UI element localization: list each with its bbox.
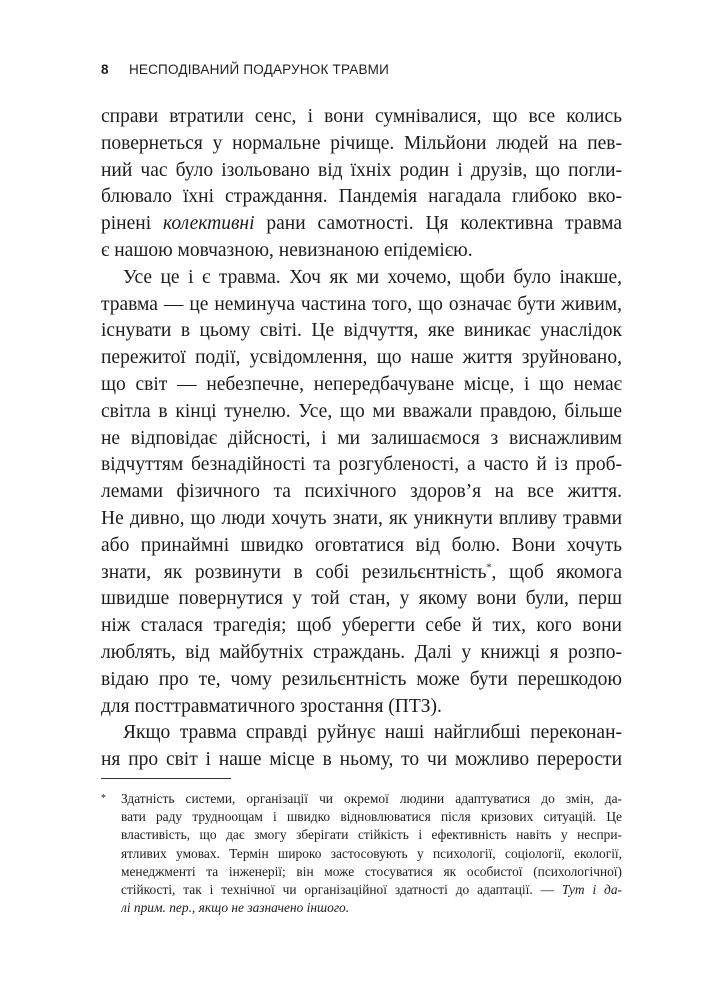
body-line: Не дивно, що люди хочуть знати, як уникнути впливу травми: [101, 507, 622, 529]
footnote-line: [121, 899, 622, 917]
body-line: травма — це неминуча частина того, що означає бути живим,: [101, 293, 622, 315]
running-header: [101, 62, 624, 82]
italic-text-run: колективні: [162, 213, 255, 235]
body-line: [101, 211, 622, 238]
body-line: або принаймні швидко оговтатися від болю. Вони хочуть: [101, 534, 622, 556]
body-line: відчуттям безнадійності та розгубленості, а часто й із проб-: [101, 454, 622, 476]
body-line: люблять, від майбутніх страждань. Далі у книжці я розпо-: [101, 641, 622, 663]
footnote-line: ятливих умовах. Термін широко застосовують у психології, соціології, екології,: [121, 845, 622, 861]
body-line: повернеться у нормальне річище. Мільйони людей на пев-: [101, 132, 622, 154]
footnote-line: вати раду трудноощам і швидко відновлюватися після кризових ситуацій. Це: [121, 809, 622, 825]
footnote-marker: *: [101, 793, 106, 804]
footnote-line: Здатність системи, організації чи окремої людини адаптуватися до змін, да-: [121, 791, 622, 806]
body-line: швидше повернутися у той стан, у якому вони були, перш: [101, 588, 622, 610]
body-line: блювало їхні страждання. Пандемія нагадала глибоко вко-: [101, 186, 622, 208]
footnote-line: менеджменті та інженерії; він може стосуватися як особистої (психологічної): [121, 863, 622, 879]
footnote-text: [121, 790, 622, 917]
text-run: рани самотності. Ця колективна травма: [254, 213, 622, 235]
body-line: світла в кінці тунелю. Усе, що ми вважали правдою, більше: [101, 400, 622, 422]
page-number: 8: [101, 62, 109, 77]
body-line: ня про світ і наше місце в ньому, то чи можливо перерости: [101, 749, 622, 771]
italic-text-run: лі прим. пер., якщо не зазначено іншого.: [121, 900, 350, 916]
italic-text-run: Тут і да-: [561, 881, 622, 897]
body-line: відаю про те, чому резильєнтність може бути перешкодою: [101, 668, 622, 690]
body-line: справи втратили сенс, і вони сумнівалися, що все колись: [101, 106, 622, 127]
body-line: існувати в цьому світі. Це відчуття, яке виникає унаслідок: [101, 320, 622, 342]
body-line: Якщо травма справді руйнує наші найглибші переконан-: [123, 722, 622, 744]
body-line: Усе це і є травма. Хоч як ми хочемо, щоби було інакше,: [123, 266, 622, 288]
body-line: є нашою мовчазною, невизнаною епідемією.: [101, 239, 473, 261]
body-line: що світ — небезпечне, непередбачуване місце, і що немає: [101, 373, 622, 395]
body-line: лемами фізичного та психічного здоров’я на все життя.: [101, 481, 622, 503]
body-line: [101, 560, 622, 587]
running-title: НЕСПОДІВАНИЙ ПОДАРУНОК ТРАВМИ: [128, 62, 390, 77]
body-line: пережитої події, усвідомлення, що наше життя зруйновано,: [101, 347, 622, 369]
footnote-line: [121, 881, 622, 899]
body-line: ніж сталася трагедія; щоб уберегти себе й тих, кого вони: [101, 615, 622, 637]
text-run: знати, як розвинути в собі резильєнтність: [101, 561, 487, 583]
text-run: рінені: [101, 213, 163, 235]
footnote-divider: [101, 778, 231, 779]
body-line: не відповідає дійсності, і ми залишаємося з виснажливим: [101, 427, 622, 449]
body-text: [101, 104, 622, 774]
body-line: для посттравматичного зростання (ПТЗ).: [101, 695, 442, 717]
text-run: , щоб якомога: [491, 561, 622, 583]
body-line: ний час було ізольовано від їхніх родин і друзів, що погли-: [101, 159, 622, 181]
footnote-line: властивість, що дає змогу зберігати стійкість і ефективність навіть у неспри-: [121, 827, 622, 843]
footnote-reference[interactable]: *: [486, 562, 492, 574]
text-run: стійкості, так і технічної чи організаційної здатності до адаптації. —: [121, 881, 562, 897]
